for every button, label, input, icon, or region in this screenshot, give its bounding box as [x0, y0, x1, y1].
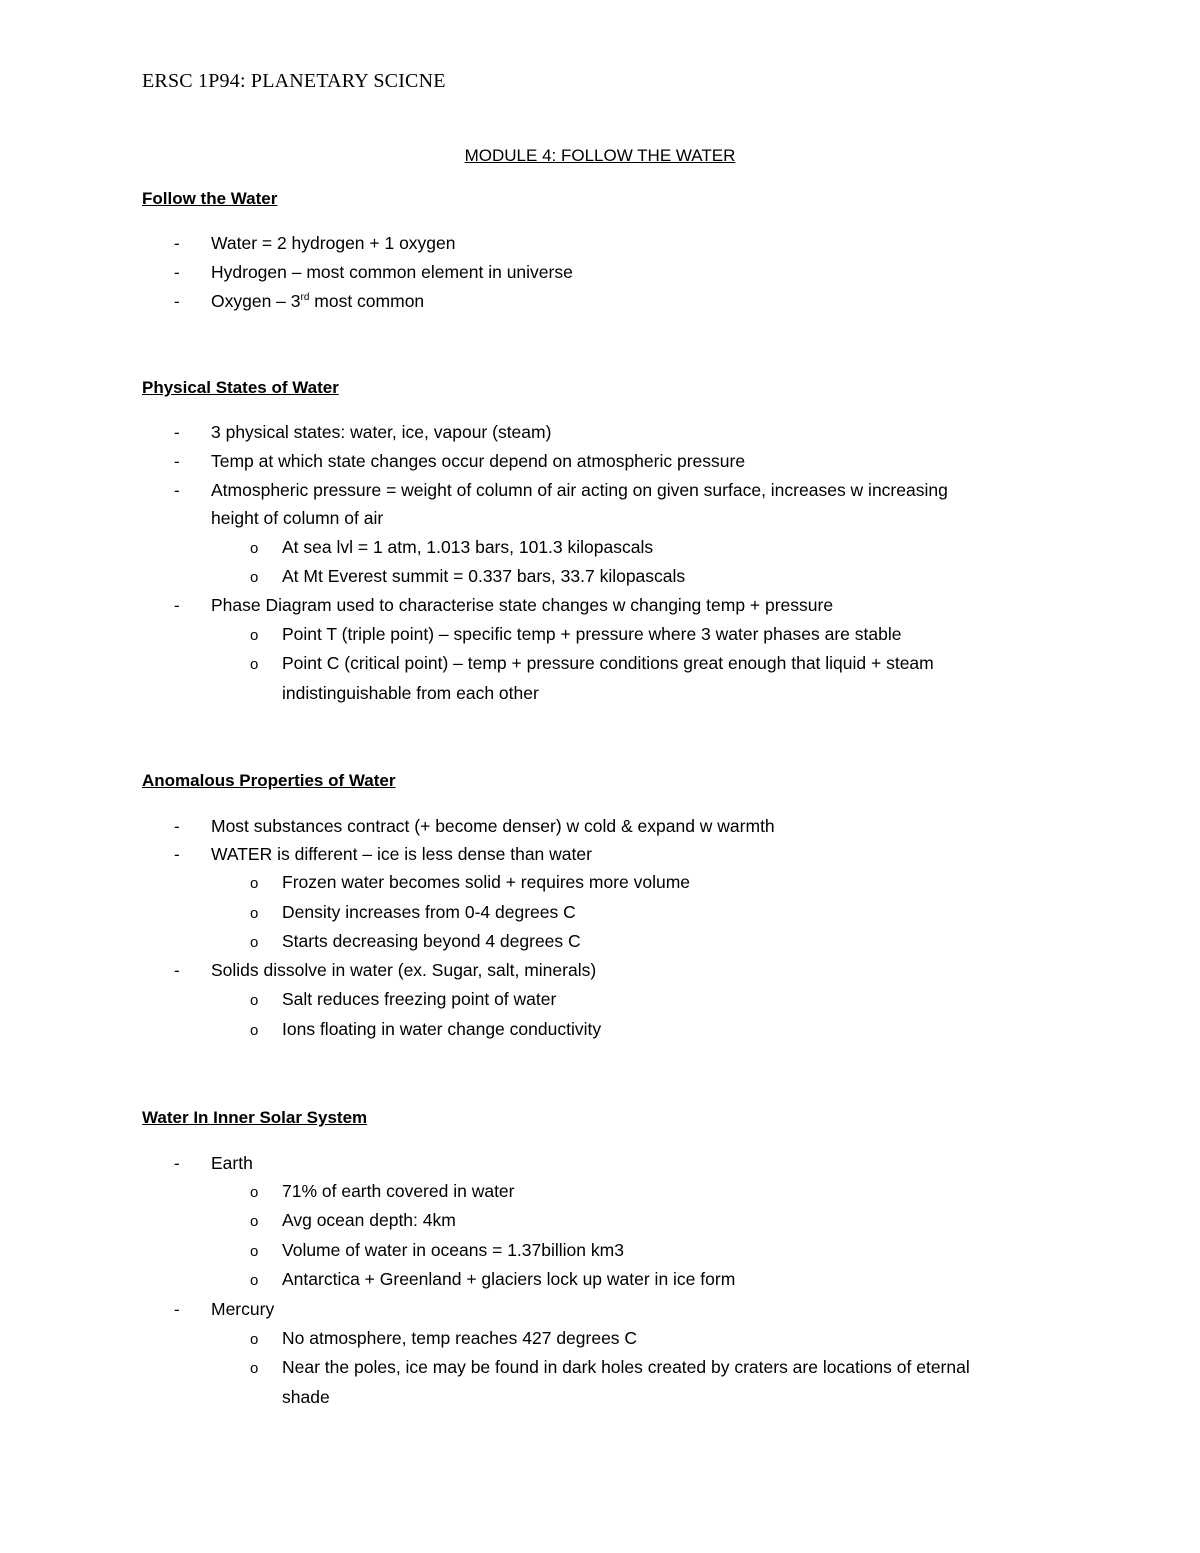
list-item-text: Oxygen – 3 [211, 291, 301, 311]
dash-marker: - [174, 481, 180, 500]
circle-marker: o [250, 1213, 259, 1230]
sub-list-item: Density increases from 0-4 degrees C [282, 902, 576, 922]
circle-marker: o [250, 656, 259, 673]
document-header: ERSC 1P94: PLANETARY SCICNE [142, 70, 446, 92]
dash-marker: - [174, 845, 180, 864]
sub-list-item: At Mt Everest summit = 0.337 bars, 33.7 kilopascals [282, 566, 686, 586]
circle-marker: o [250, 1184, 259, 1201]
circle-marker: o [250, 627, 259, 644]
circle-marker: o [250, 1243, 259, 1260]
list-item: WATER is different – ice is less dense than water [211, 844, 592, 864]
list-item [211, 291, 424, 312]
list-item-text: most common [309, 291, 425, 311]
sub-list-item: Volume of water in oceans = 1.37billion km3 [282, 1240, 624, 1260]
dash-marker: - [174, 452, 180, 471]
section-heading-follow-the-water: Follow the Water [142, 189, 278, 208]
dash-marker: - [174, 234, 180, 253]
circle-marker: o [250, 934, 259, 951]
dash-marker: - [174, 263, 180, 282]
dash-marker: - [174, 596, 180, 615]
circle-marker: o [250, 905, 259, 922]
sub-list-item-continuation: indistinguishable from each other [282, 683, 539, 703]
circle-marker: o [250, 992, 259, 1009]
list-item: Hydrogen – most common element in universe [211, 262, 573, 282]
list-item: Atmospheric pressure = weight of column of air acting on given surface, increases w increasing [211, 480, 948, 500]
section-heading-inner-solar-system: Water In Inner Solar System [142, 1108, 368, 1127]
sub-list-item: Ions floating in water change conductivity [282, 1019, 602, 1039]
sub-list-item: No atmosphere, temp reaches 427 degrees C [282, 1328, 638, 1348]
circle-marker: o [250, 569, 259, 586]
circle-marker: o [250, 1022, 259, 1039]
list-item: Water = 2 hydrogen + 1 oxygen [211, 233, 456, 253]
dash-marker: - [174, 961, 180, 980]
list-item: Temp at which state changes occur depend on atmospheric pressure [211, 451, 746, 471]
section-heading-physical-states: Physical States of Water [142, 378, 339, 397]
list-item: Phase Diagram used to characterise state changes w changing temp + pressure [211, 595, 834, 615]
circle-marker: o [250, 1331, 259, 1348]
sub-list-item: Frozen water becomes solid + requires more volume [282, 872, 691, 892]
circle-marker: o [250, 540, 259, 557]
sub-list-item: Near the poles, ice may be found in dark holes created by craters are locations of eternal [282, 1357, 970, 1377]
superscript: rd [300, 292, 310, 304]
dash-marker: - [174, 292, 180, 311]
section-heading-anomalous-properties: Anomalous Properties of Water [142, 771, 396, 790]
list-item: Most substances contract (+ become denser) w cold & expand w warmth [211, 816, 775, 836]
sub-list-item: 71% of earth covered in water [282, 1181, 515, 1201]
list-item-continuation: height of column of air [211, 508, 384, 528]
circle-marker: o [250, 1272, 259, 1289]
sub-list-item: Point C (critical point) – temp + pressure conditions great enough that liquid + steam [282, 653, 934, 673]
sub-list-item: Salt reduces freezing point of water [282, 989, 557, 1009]
circle-marker: o [250, 1360, 259, 1377]
sub-list-item: Point T (triple point) – specific temp + pressure where 3 water phases are stable [282, 624, 902, 644]
sub-list-item: At sea lvl = 1 atm, 1.013 bars, 101.3 kilopascals [282, 537, 654, 557]
sub-list-item: Starts decreasing beyond 4 degrees C [282, 931, 581, 951]
circle-marker: o [250, 875, 259, 892]
dash-marker: - [174, 1154, 180, 1173]
list-item: Solids dissolve in water (ex. Sugar, salt, minerals) [211, 960, 597, 980]
list-item: Earth [211, 1153, 253, 1173]
sub-list-item-continuation: shade [282, 1387, 330, 1407]
list-item: Mercury [211, 1299, 275, 1319]
sub-list-item: Avg ocean depth: 4km [282, 1210, 456, 1230]
dash-marker: - [174, 1300, 180, 1319]
dash-marker: - [174, 423, 180, 442]
list-item: 3 physical states: water, ice, vapour (steam) [211, 422, 552, 442]
module-title: MODULE 4: FOLLOW THE WATER [464, 146, 736, 165]
sub-list-item: Antarctica + Greenland + glaciers lock up water in ice form [282, 1269, 736, 1289]
dash-marker: - [174, 817, 180, 836]
